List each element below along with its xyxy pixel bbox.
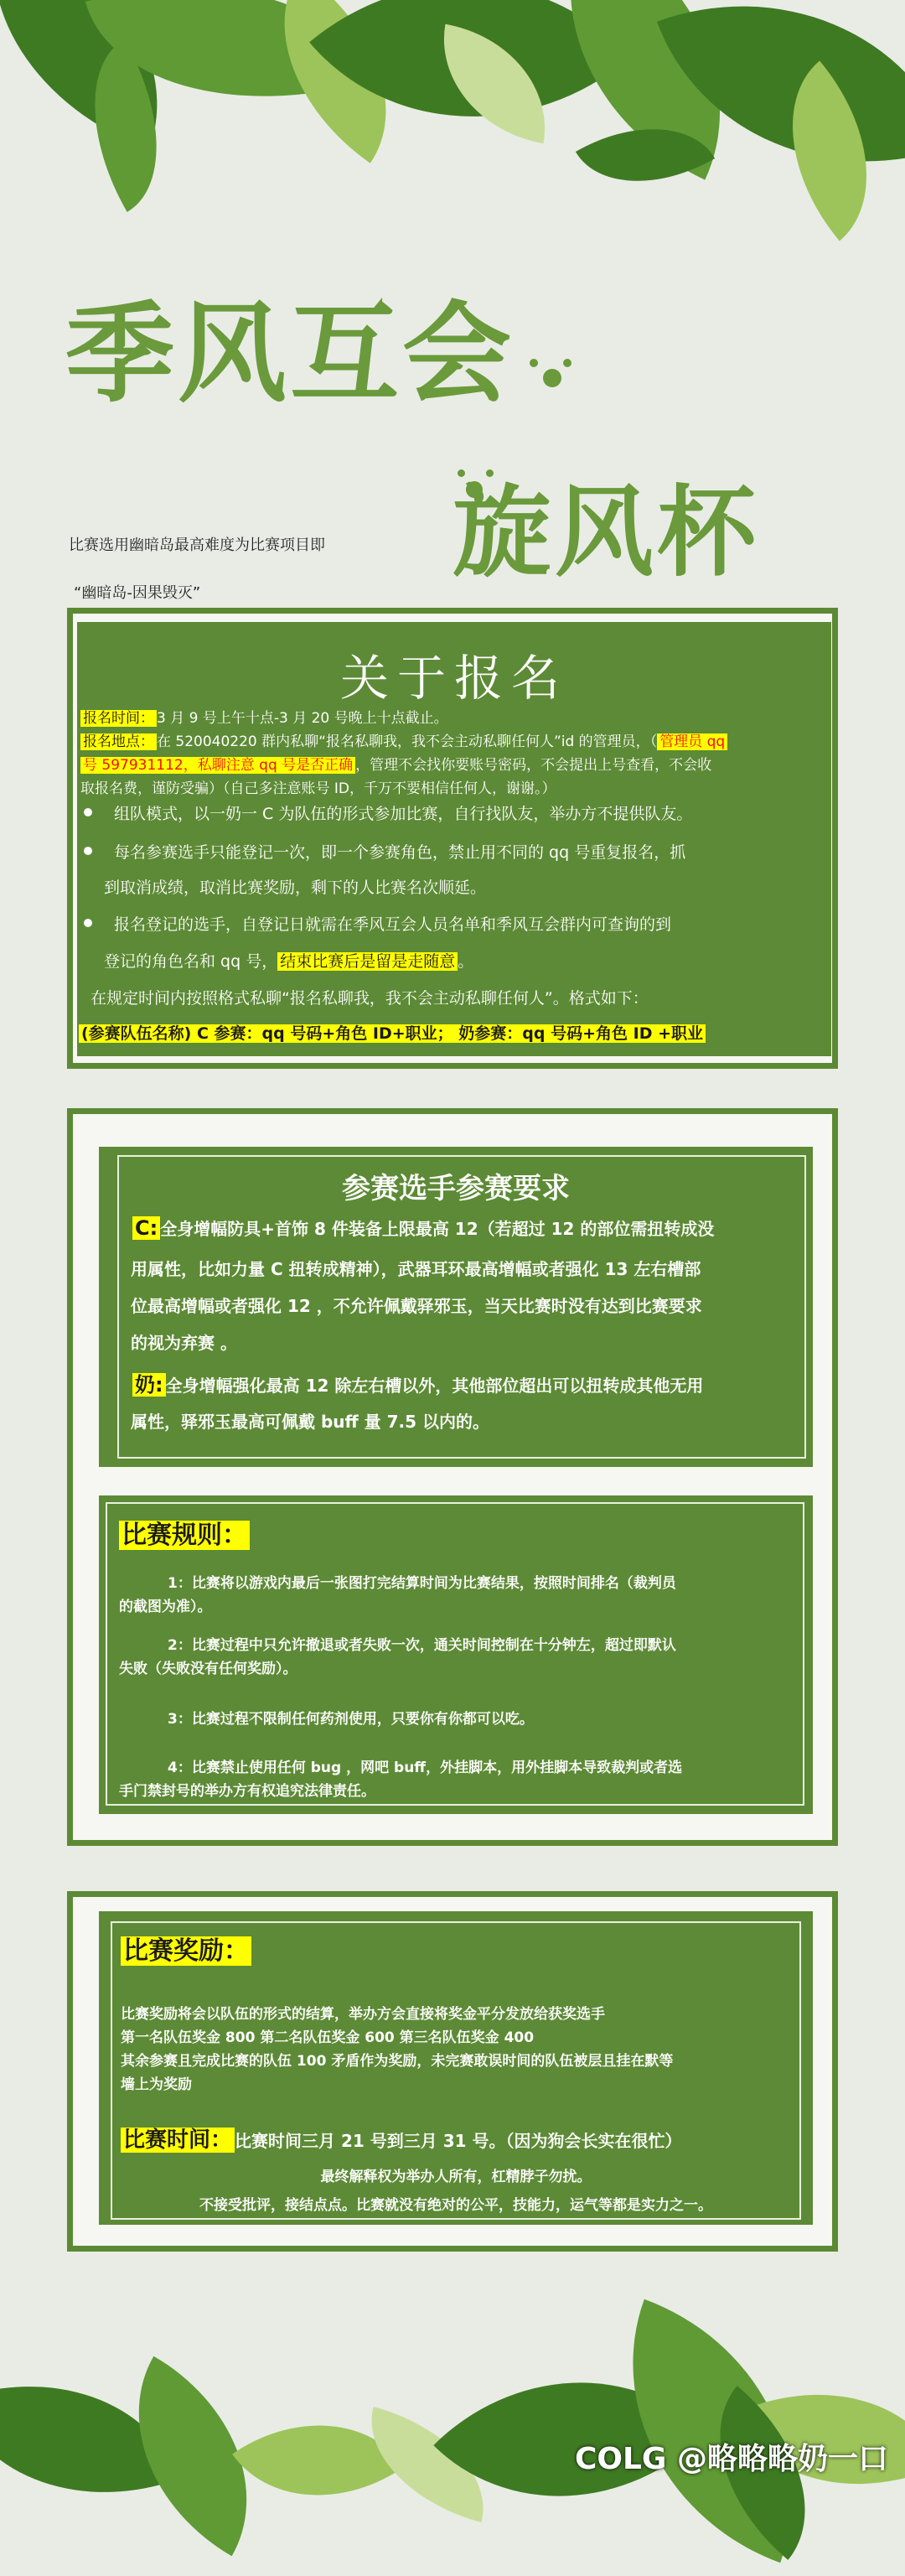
rewards-title: 比赛奖励： <box>121 1936 251 1966</box>
registration-title: 关于报名 <box>339 650 568 707</box>
bullet-3b-row <box>104 949 473 972</box>
c-line4: 的视为弃赛 。 <box>131 1333 237 1353</box>
time-text: 3 月 9 号上午十点-3 月 20 号晚上十点截止。 <box>157 710 448 727</box>
reward-line4: 墙上为奖励 <box>121 2076 192 2093</box>
reward-line2: 第一名队伍奖金 800 第二名队伍奖金 600 第三名队伍奖金 400 <box>121 2029 535 2046</box>
paw-icon <box>543 369 561 387</box>
sub-title: 旋风杯 <box>452 474 760 590</box>
rule-2b: 失败（失败没有任何奖励）。 <box>119 1661 297 1677</box>
rule-4a: 4：比赛禁止使用任何 bug ，网吧 buff，外挂脚本，用外挂脚本导致裁判或者选 <box>168 1760 683 1776</box>
c-line3: 位最高增幅或者强化 12 ，不允许佩戴驿邪玉，当天比赛时没有达到比赛要求 <box>131 1296 702 1316</box>
place-row: 报名地点： 在 520040220 群内私聊“报名私聊我，我不会主动私聊任何人”id 的管理员，（ 管理员 qq <box>80 729 727 750</box>
bullet-icon <box>84 919 92 927</box>
rewards-panel <box>99 1911 813 2225</box>
rewards-time-text: 比赛时间三月 21 号到三月 31 号。（因为狗会长实在很忙） <box>235 2131 682 2151</box>
time-row <box>121 2122 682 2154</box>
rule-2a: 2：比赛过程中只允许撤退或者失败一次，通关时间控制在十分钟左，超过即默认 <box>168 1637 676 1654</box>
rules-title-row <box>119 1514 250 1551</box>
paw-toe-icon <box>530 359 538 367</box>
format-row <box>79 1021 706 1044</box>
n-line1: 全身增幅强化最高 12 除左右槽以外，其他部位超出可以扭转成其他无用 <box>165 1376 704 1396</box>
rule-4b: 手门禁封号的举办方有权追究法律责任。 <box>119 1783 375 1800</box>
watermark: COLG @略略略奶一口 <box>574 2442 888 2476</box>
reward-line3: 其余参赛且完成比赛的队伍 100 矛盾作为奖励，未完赛敢误时间的队伍被层且挂在默等 <box>121 2053 674 2070</box>
registration-panel <box>77 622 831 1056</box>
bullet-1: 组队模式，以一奶一 C 为队伍的形式参加比赛，自行找队友，举办方不提供队友。 <box>114 805 693 823</box>
final-line1: 最终解释权为举办人所有，杠精脖子勿扰。 <box>320 2169 592 2185</box>
time-label: 报名时间： <box>80 710 157 727</box>
bullet-icon <box>84 847 92 855</box>
bullet-2b: 到取消成绩，取消比赛奖励，剩下的人比赛名次顺延。 <box>104 879 487 897</box>
rewards-title-row <box>121 1930 251 1967</box>
bullet-2a: 每名参赛选手只能登记一次，即一个参赛角色，禁止用不同的 qq 号重复报名，抓 <box>114 843 686 862</box>
place-text: 在 520040220 群内私聊“报名私聊我，我不会主动私聊任何人”id 的管理员， <box>157 733 650 750</box>
rule-1b: 的截图为准）。 <box>119 1599 212 1615</box>
c-line1-row <box>132 1215 714 1240</box>
format-text: (参赛队伍名称) C 参赛：qq 号码+角色 ID+职业； 奶参赛：qq 号码+角色 ID +职业 <box>79 1024 706 1043</box>
rule-3: 3：比赛过程不限制任何药剂使用，只要你有你都可以吃。 <box>168 1711 534 1728</box>
bullet-3a: 报名登记的选手，自登记日就需在季风互会人员名单和季风互会群内可查询的到 <box>114 915 672 934</box>
requirements-panel <box>99 1147 813 1467</box>
time-row <box>80 706 448 727</box>
c-line1: 全身增幅防具+首饰 8 件装备上限最高 12（若超过 12 的部位需扭转成没 <box>160 1219 715 1239</box>
reward-line1: 比赛奖励将会以队伍的形式的结算，举办方会直接将奖金平分发放给获奖选手 <box>121 2006 605 2023</box>
requirements-title: 参赛选手参赛要求 <box>342 1172 570 1205</box>
bullet-3-end: 。 <box>458 952 474 971</box>
admin-qq: 管理员 qq <box>657 733 727 750</box>
final-line2: 不接受批评，接结点点。比赛就没有绝对的公平，技能力，运气等都是实力之一。 <box>199 2197 712 2214</box>
c-label: C: <box>132 1216 160 1240</box>
n-line2: 属性，驿邪玉最高可佩戴 buff 量 7.5 以内的。 <box>131 1412 490 1432</box>
bullet-3-highlight: 结束比赛后是留是走随意 <box>277 952 458 971</box>
paw-toe-icon <box>563 359 571 367</box>
rule-1a: 1：比赛将以游戏内最后一张图打完结算时间为比赛结果，按照时间排名（裁判员 <box>168 1575 676 1592</box>
intro-line: 比赛选用幽暗岛最高难度为比赛项目即 <box>69 536 325 554</box>
admin-qq-number: 号 597931112，私聊注意 qq 号是否正确 <box>80 757 355 774</box>
intro-line: “幽暗岛-因果毁灭” <box>74 584 201 602</box>
rewards-time-label: 比赛时间： <box>121 2128 235 2153</box>
n-label: 奶: <box>132 1373 166 1397</box>
admin-row <box>80 753 711 774</box>
place-label: 报名地点： <box>80 733 157 750</box>
c-line2: 用属性，比如力量 C 扭转成精神），武器耳环最高增幅或者强化 13 左右槽部 <box>131 1259 701 1279</box>
bullet-icon <box>84 808 92 816</box>
bullet-3b: 登记的角色名和 qq 号， <box>104 952 278 971</box>
main-title: 季风互会 <box>65 290 515 417</box>
rules-title: 比赛规则： <box>119 1521 250 1550</box>
n-line1-row <box>132 1368 703 1397</box>
format-line: 在规定时间内按照格式私聊“报名私聊我，我不会主动私聊任何人”。格式如下： <box>90 989 649 1008</box>
rules-panel <box>99 1495 813 1814</box>
warning-text2: 取报名费，谨防受骗）（自己多注意账号 ID，千万不要相信任何人，谢谢。） <box>80 780 556 797</box>
warning-text: ，管理不会找你要账号密码，不会提出上号查看，不会收 <box>355 757 712 774</box>
